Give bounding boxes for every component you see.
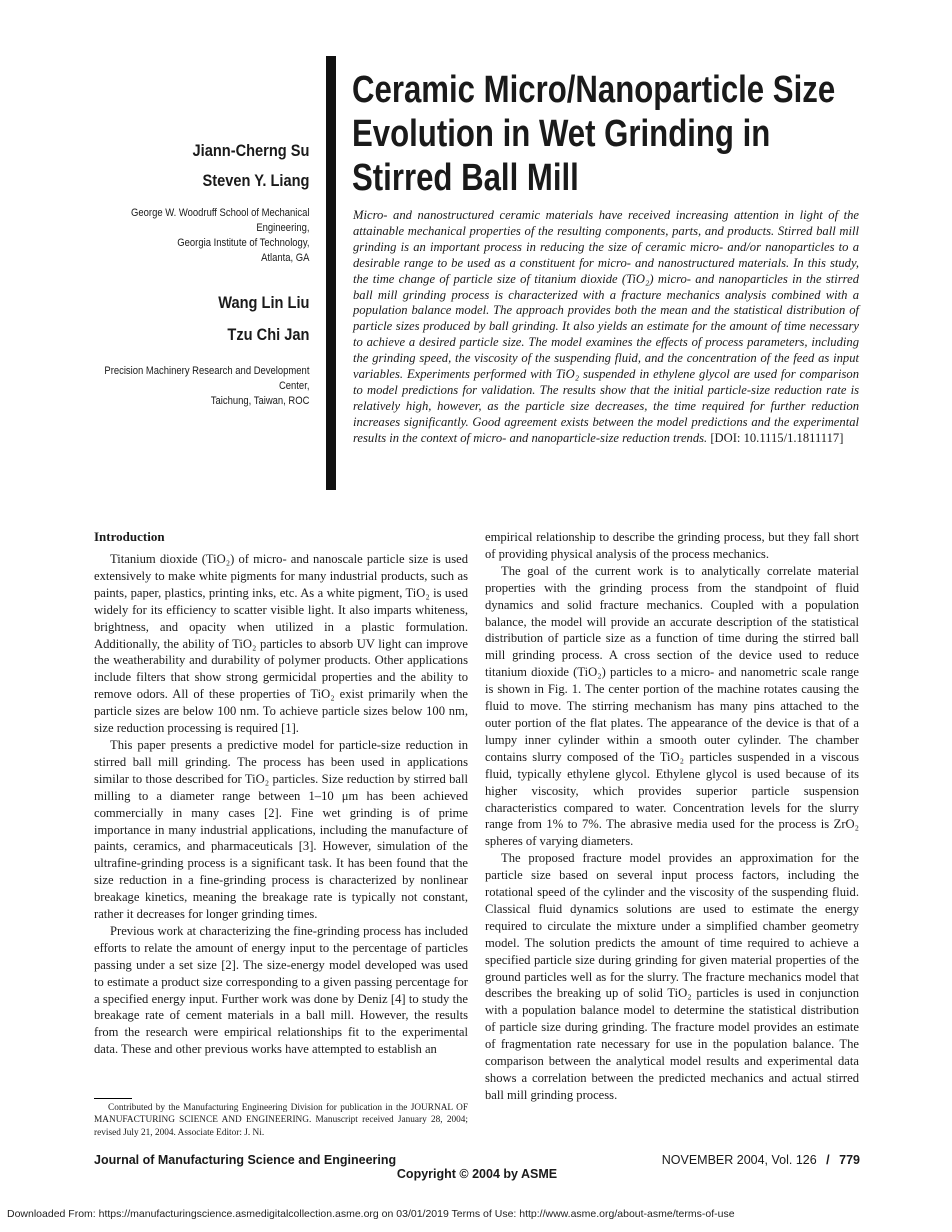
author-name: Steven Y. Liang [202,171,309,190]
title-divider-bar [326,56,336,490]
author-group-2 [71,288,309,409]
download-notice: Downloaded From: https://manufacturingscience.asmedigitalcollection.asme.org on 03/01/2019 Terms of Use: http://www.asme.org/about-asme/terms-of-use [7,1208,735,1220]
affiliation [131,206,309,266]
affiliation [104,364,309,409]
author-group-1 [102,136,309,266]
body-paragraph: The goal of the current work is to analytically correlate material properties with the grinding process from the standpoint of fluid dynamics and solid fracture mechanics. Coupled with a population balance, the model will provide an accurate description of the statistical distribution of particle size as a function of time during the stirred ball mill grinding process. A cross section of the device used to reduce titanium dioxide (TiO₂) particles to a micro- and nanometric scale range is shown in Fig. 1. The center portion of the machine rotates causing the fluid to move. The stirring mechanism has many pins attached to the outer portion of the flat plates. The appearance of the device is that of a lumpy inner cylinder within a smooth outer cylinder. The chamber contains slurry composed of the TiO₂ particles suspended in a viscous fluid, typically ethylene glycol. Ethylene glycol is used because of its higher viscosity, which provides superior particle suspension characteristics compared to water. Concentration levels for the slurry range from 1% to 7%. The abrasive media used for the process is ZrO₂ spheres of varying diameters. [485,563,859,849]
body-paragraph: The proposed fracture model provides an approximation for the particle size based on several input process factors, including the rotational speed of the cylinder and the viscosity of the suspending fluid. Classical fluid dynamics solutions are used to estimate the energy required to circulate the mixture under a simplified chamber geometry model. The solution predicts the amount of time required to achieve a specified particle size during grinding for given material properties of the ground particles well as for the slurry. The fracture mechanics model that describes the breaking up of solid TiO₂ particles is used in conjunction with a population balance model to determine the statistical distribution of particle size during grinding. The fracture model provides an estimate of fragmentation rate necessary for use in the population balance. The comparison between the analytical model results and experimental data shows a correlation between the predicted mechanics and actual stirred ball mill grinding process. [485,851,859,1102]
title-line: Stirred Ball Mill [352,157,579,199]
author-name: Tzu Chi Jan [226,325,309,344]
copyright: Copyright © 2004 by ASME [396,1167,558,1181]
doi[interactable]: [DOI: 10.1115/1.1811117] [710,430,844,445]
affiliation-line: Taichung, Taiwan, ROC [210,395,309,407]
footnote: Contributed by the Manufacturing Engineering Division for publication in the JOURNAL OF MANUFACTURING SCIENCE AND ENGINEERING. Manuscript received January 28, 2004; revised July 21, 2004. Associate Editor: J. Ni. [94,1103,468,1138]
left-column [94,529,468,1058]
title-line: Evolution in Wet Grinding in [352,113,771,155]
author-name: Jiann-Cherng Su [192,141,309,160]
right-column [485,529,859,1104]
body-paragraph: empirical relationship to describe the grinding process, but they fall short of providing physical analysis of the process mechanics. [485,530,859,561]
affiliation-line: George W. Woodruff School of Mechanical [130,207,309,219]
author-name: Wang Lin Liu [217,293,309,312]
abstract-text: Micro- and nanostructured ceramic materials have received increasing attention in light of the attainable mechanical properties of the resulting components, parts, and products. Stirred ball mill grinding is an important process in reducing the size of ceramic micro- and/or nanoparticles to a desirable range to be used as a constituent for micro- and nanostructured materials. In this study, the time change of particle size of titanium dioxide (TiO₂) micro- and nanoparticles in the stirred ball mill grinding process is characterized with a fracture mechanics analysis combined with a population balance model. The approach provides both the mean and the statistical distribution of particle sizes produced by ball grinding. It also yields an estimate for the amount of time necessary to achieve a desired particle size. The model examines the effects of process parameters, including the grinding speed, the viscosity of the suspending fluid, and the concentration of the feed as input variables. Experiments performed with TiO₂ suspended in ethylene glycol are used for comparison to model predictions for validation. The results show that the initial particle-size reduction rate is relatively high, however, as the particle size decreases, the time required for further reduction increases significantly. Good agreement exists between the model predictions and the experimental results in the context of micro- and nanoparticle-size reduction trends. [353,208,859,445]
issue-date-volume: NOVEMBER 2004, Vol. 126 [661,1153,817,1167]
body-paragraph: This paper presents a predictive model for particle-size reduction in stirred ball mill grinding. The process has been used in applications similar to those described for TiO₂ particles. Size reduction by stirred ball milling to a diameter range between 1–10 μm has been achieved commercially in many cases [2]. Fine wet grinding is of prime importance in many industrial applications, including the manufacture of paints, ceramics, and pharmaceuticals [3]. However, simulation of the ultrafine-grinding process is a significant task. It has been found that the size reduction in a fine-grinding process is characterized by nonlinear breakage kinetics, meaning the breakage rate is typically not constant, rather it decreases for longer grinding times. [94,737,468,922]
affiliation-line: Precision Machinery Research and Development [103,365,309,377]
body-paragraph: Titanium dioxide (TiO₂) of micro- and nanoscale particle size is used extensively to make white pigments for many industrial products, such as paints, paper, plastics, printing inks, etc. As a white pigment, TiO₂ is used widely for its efficiency to scatter visible light. It also imparts whiteness, brightness, and opacity when utilized in a plastic formulation. Additionally, the ability of TiO₂ particles to absorb UV light can improve the weatherability and durability of polymer products. Other applications include filters that show strong germicidal properties and the ability to remove odors. All of these properties of TiO₂ exist primarily when the particle sizes are below 100 nm. To achieve particle sizes below 100 nm, size reduction processing is required [1]. [94,552,468,736]
affiliation-line: Engineering, [255,222,309,234]
footnote-rule [94,1098,132,1099]
abstract [353,208,859,447]
affiliation-line: Center, [278,380,309,392]
section-heading-introduction: Introduction [94,529,165,544]
affiliation-line: Atlanta, GA [260,252,309,264]
page-number: 779 [839,1153,860,1167]
body-paragraph: Previous work at characterizing the fine-grinding process has included efforts to relate the amount of energy input to the percentage of particles passing under a set size [2]. The size-energy model developed was used to estimate a product size corresponding to a given passing percentage for a specified energy input. Further work was done by Deniz [4] to study the breakage rate of cement materials in a ball mill. However, the results from the research were empirical relationships fit to the experimental data. These and other previous works have attempted to establish an [94,923,468,1057]
journal-name: Journal of Manufacturing Science and Engineering [94,1153,397,1167]
separator: / [826,1153,830,1167]
paper-title [352,68,912,200]
affiliation-line: Georgia Institute of Technology, [176,237,309,249]
title-line: Ceramic Micro/Nanoparticle Size [352,69,836,111]
